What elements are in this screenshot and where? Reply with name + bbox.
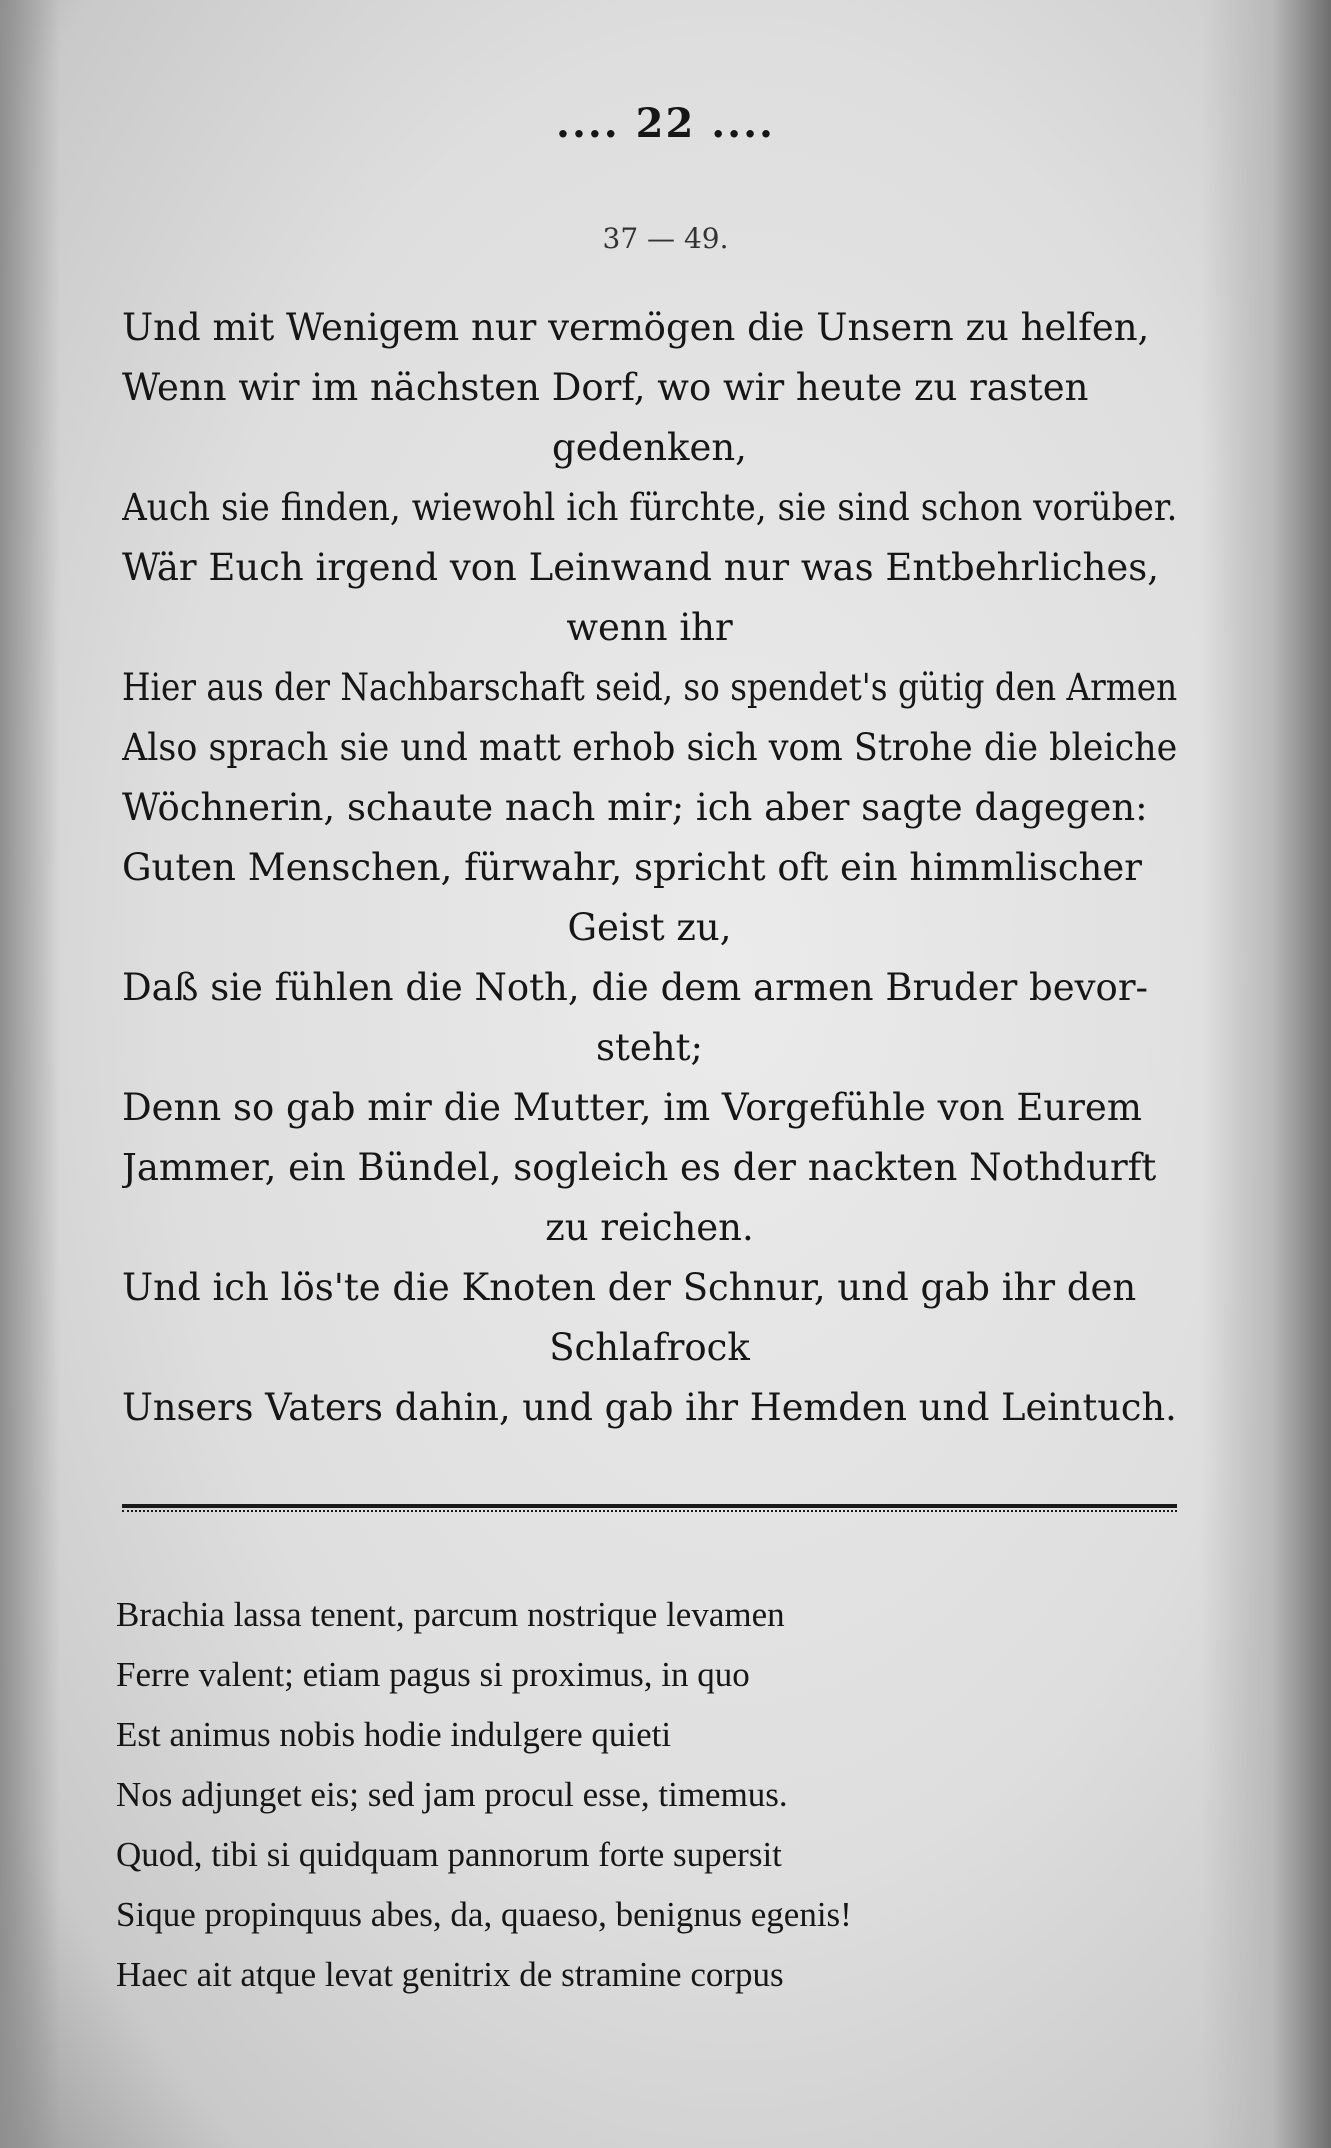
german-verse-line: Denn so gab mir die Mutter, im Vorgefühle von Eurem	[122, 1086, 1142, 1129]
latin-verse-line: Ferre valent; etiam pagus si proximus, in quo	[116, 1655, 750, 1694]
german-verse-line: Guten Menschen, fürwahr, spricht oft ein himmlischer	[122, 846, 1142, 889]
page-right-shadow	[1201, 0, 1331, 2148]
german-verse-continuation: gedenken,	[552, 426, 747, 469]
german-verse-line: Und mit Wenigem nur vermögen die Unsern zu helfen,	[122, 306, 1150, 349]
page-left-shadow	[0, 0, 60, 2148]
verse-range: 37 — 49.	[602, 222, 729, 255]
latin-verse-block	[116, 1585, 1116, 2005]
german-verse-line: Wenn wir im nächsten Dorf, wo wir heute zu rasten	[122, 366, 1089, 409]
german-verse-line: Jammer, ein Bündel, sogleich es der nackten Nothdurft	[122, 1146, 1157, 1189]
latin-verse-line: Quod, tibi si quidquam pannorum forte supersit	[116, 1835, 782, 1874]
german-verse-line: Wöchnerin, schaute nach mir; ich aber sagte dagegen:	[122, 786, 1148, 829]
latin-verse-line: Sique propinquus abes, da, quaeso, benignus egenis!	[116, 1895, 852, 1934]
page-number: .... 22 ....	[556, 100, 775, 147]
german-verse-line: Auch sie finden, wiewohl ich fürchte, sie sind schon vorüber.	[122, 486, 1177, 529]
german-verse-continuation: steht;	[596, 1026, 703, 1069]
latin-verse-line: Nos adjunget eis; sed jam procul esse, timemus.	[116, 1775, 788, 1814]
german-verse-line: Und ich lös'te die Knoten der Schnur, und gab ihr den	[122, 1266, 1137, 1309]
latin-verse-line: Haec ait atque levat genitrix de stramine corpus	[116, 1955, 784, 1994]
german-verse-line: Hier aus der Nachbarschaft seid, so spendet's gütig den Armen	[122, 666, 1177, 709]
latin-verse-line: Est animus nobis hodie indulgere quieti	[116, 1715, 672, 1754]
german-verse-line: Daß sie fühlen die Noth, die dem armen Bruder bevor-	[122, 966, 1149, 1009]
german-verse-continuation: Geist zu,	[567, 906, 732, 949]
german-verse-block	[122, 298, 1177, 1438]
german-verse-continuation: zu reichen.	[545, 1206, 754, 1249]
german-verse-line: Also sprach sie und matt erhob sich vom Strohe die bleiche	[122, 726, 1177, 769]
german-verse-continuation: Schlafrock	[549, 1326, 750, 1369]
german-verse-continuation: wenn ihr	[566, 606, 733, 649]
german-verse-line: Wär Euch irgend von Leinwand nur was Entbehrliches,	[122, 546, 1160, 589]
section-divider	[122, 1504, 1177, 1512]
latin-verse-line: Brachia lassa tenent, parcum nostrique levamen	[116, 1595, 785, 1634]
german-verse-line: Unsers Vaters dahin, und gab ihr Hemden und Leintuch.	[122, 1386, 1177, 1429]
